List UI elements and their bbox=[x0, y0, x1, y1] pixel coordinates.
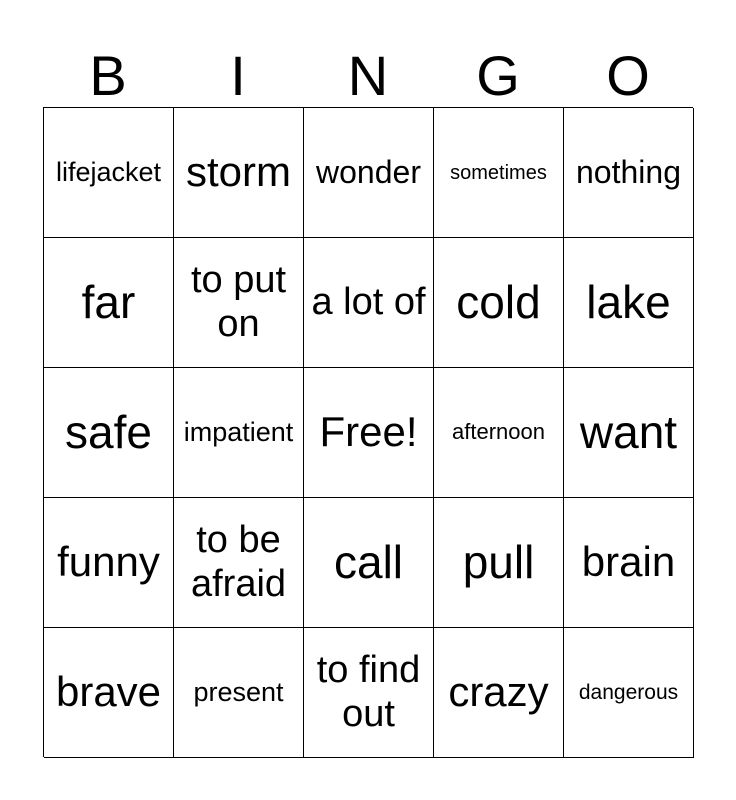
bingo-cell[interactable] bbox=[434, 628, 564, 758]
cell-label: afternoon bbox=[452, 419, 545, 445]
cell-label: brave bbox=[55, 668, 162, 716]
cell-label: lifejacket bbox=[55, 157, 162, 188]
bingo-header bbox=[43, 44, 693, 108]
cell-label: sometimes bbox=[450, 161, 547, 184]
cell-label: nothing bbox=[576, 154, 681, 191]
header-letter-b: B bbox=[89, 44, 127, 107]
cell-label: to put on bbox=[190, 258, 287, 345]
bingo-cell[interactable] bbox=[434, 238, 564, 368]
free-space-cell[interactable] bbox=[304, 368, 434, 498]
bingo-cell[interactable] bbox=[174, 238, 304, 368]
bingo-cell[interactable] bbox=[304, 238, 434, 368]
bingo-board bbox=[43, 107, 693, 757]
bingo-cell[interactable] bbox=[434, 108, 564, 238]
cell-label: pull bbox=[462, 535, 535, 588]
cell-label: impatient bbox=[183, 417, 294, 448]
cell-label: brain bbox=[581, 538, 676, 586]
bingo-cell[interactable] bbox=[174, 108, 304, 238]
bingo-cell[interactable] bbox=[44, 238, 174, 368]
free-space-label: Free! bbox=[319, 408, 418, 456]
bingo-cell[interactable] bbox=[174, 498, 304, 628]
bingo-cell[interactable] bbox=[564, 108, 694, 238]
cell-label: crazy bbox=[448, 668, 549, 716]
cell-label: lake bbox=[586, 275, 671, 328]
cell-label: a lot of bbox=[311, 280, 426, 323]
header-letter-g: G bbox=[476, 44, 520, 107]
bingo-cell[interactable] bbox=[564, 238, 694, 368]
bingo-cell[interactable] bbox=[564, 628, 694, 758]
cell-label: call bbox=[333, 535, 404, 588]
cell-label: storm bbox=[186, 148, 291, 196]
cell-label: present bbox=[193, 677, 284, 708]
bingo-cell[interactable] bbox=[44, 368, 174, 498]
cell-label: to find out bbox=[316, 648, 421, 735]
bingo-cell[interactable] bbox=[44, 108, 174, 238]
bingo-cell[interactable] bbox=[44, 628, 174, 758]
bingo-cell[interactable] bbox=[174, 628, 304, 758]
header-letter-n: N bbox=[347, 44, 389, 107]
cell-label: want bbox=[579, 405, 678, 458]
bingo-cell[interactable] bbox=[564, 368, 694, 498]
cell-label: safe bbox=[65, 405, 152, 458]
cell-label: funny bbox=[57, 538, 160, 586]
bingo-cell[interactable] bbox=[304, 108, 434, 238]
cell-label: far bbox=[81, 275, 136, 328]
header-letter-o: O bbox=[606, 44, 650, 107]
bingo-cell[interactable] bbox=[304, 498, 434, 628]
header-letter-i: I bbox=[230, 44, 246, 107]
bingo-cell[interactable] bbox=[174, 368, 304, 498]
cell-label: wonder bbox=[316, 154, 421, 191]
bingo-cell[interactable] bbox=[434, 368, 564, 498]
cell-label: cold bbox=[456, 275, 541, 328]
bingo-cell[interactable] bbox=[564, 498, 694, 628]
bingo-cell[interactable] bbox=[304, 628, 434, 758]
bingo-cell[interactable] bbox=[434, 498, 564, 628]
cell-label: to be afraid bbox=[190, 518, 287, 605]
bingo-cell[interactable] bbox=[44, 498, 174, 628]
cell-label: dangerous bbox=[578, 680, 679, 704]
